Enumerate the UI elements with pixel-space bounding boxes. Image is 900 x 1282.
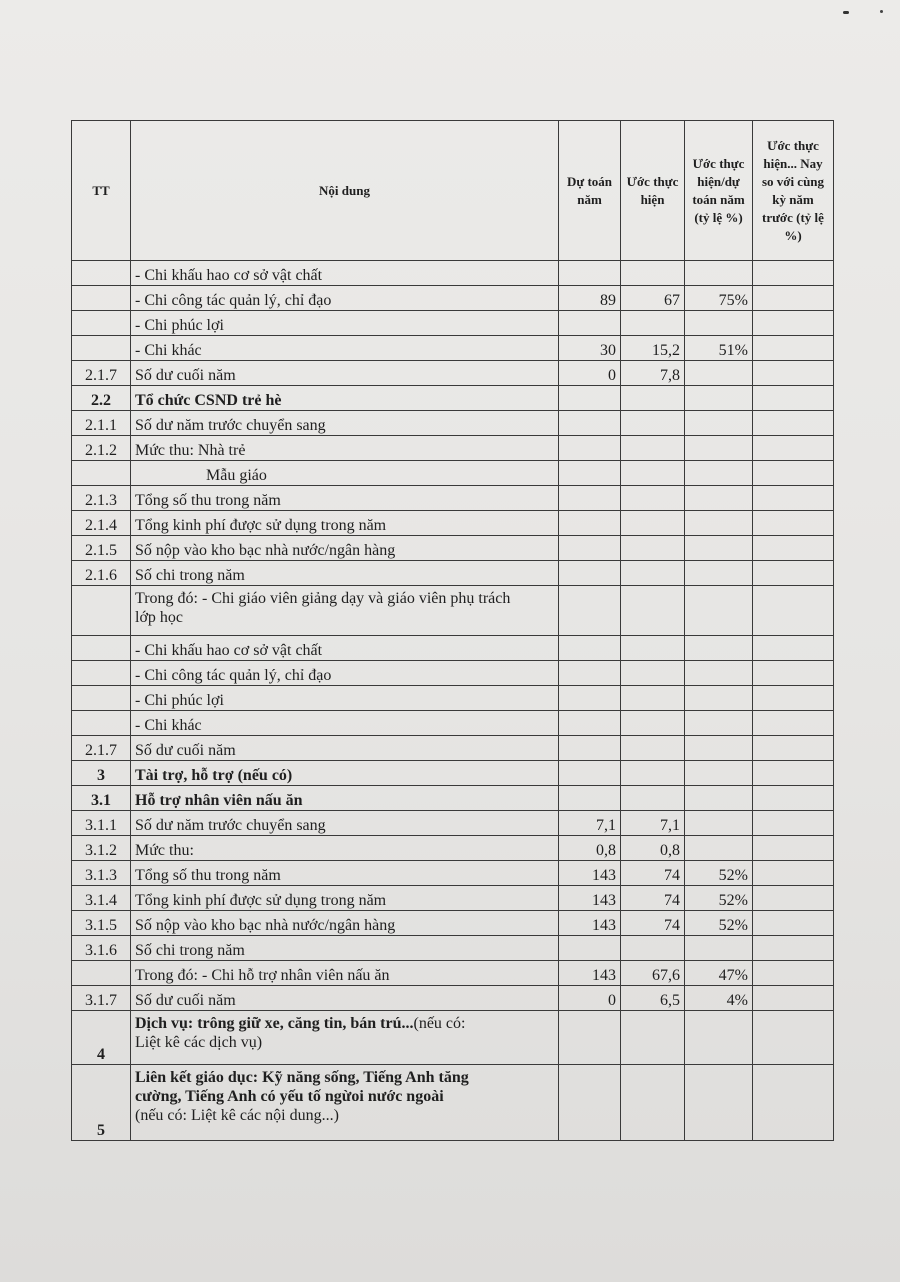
row-estimate	[621, 686, 685, 711]
row-ratio-budget	[685, 361, 753, 386]
row-ratio-prev	[753, 711, 834, 736]
scan-speck	[843, 11, 849, 14]
row-ratio-budget	[685, 261, 753, 286]
row-budget: 89	[559, 286, 621, 311]
row-ratio-prev	[753, 936, 834, 961]
row-ratio-prev	[753, 986, 834, 1011]
row-content	[131, 686, 559, 711]
row-content	[131, 361, 559, 386]
row-ratio-budget	[685, 561, 753, 586]
row-content	[131, 836, 559, 861]
row-budget	[559, 411, 621, 436]
row-content	[131, 486, 559, 511]
table-body	[72, 261, 834, 1141]
row-text: Mức thu: Nhà trẻ	[135, 442, 246, 459]
row-text: Số dư năm trước chuyển sang	[135, 817, 326, 834]
row-text: Tổ chức CSND trẻ hè	[135, 392, 282, 409]
row-estimate	[621, 461, 685, 486]
table-row	[72, 486, 834, 511]
row-tt: 3	[72, 761, 131, 786]
row-budget	[559, 461, 621, 486]
row-ratio-prev	[753, 336, 834, 361]
row-text: Mẫu giáo	[206, 467, 267, 484]
row-budget	[559, 686, 621, 711]
row-title: Dịch vụ: trông giữ xe, căng tin, bán trú...	[135, 1015, 414, 1032]
row-tt: 3.1.6	[72, 936, 131, 961]
row-tt: 2.1.5	[72, 536, 131, 561]
table-row	[72, 411, 834, 436]
table-row	[72, 461, 834, 486]
scan-speck	[880, 10, 883, 13]
row-budget: 30	[559, 336, 621, 361]
table-row	[72, 761, 834, 786]
row-content	[131, 636, 559, 661]
row-budget	[559, 261, 621, 286]
row-estimate: 74	[621, 911, 685, 936]
row-estimate	[621, 661, 685, 686]
row-content	[131, 736, 559, 761]
row-budget: 0	[559, 361, 621, 386]
row-budget	[559, 636, 621, 661]
row-ratio-prev	[753, 811, 834, 836]
row-budget	[559, 386, 621, 411]
row-ratio-budget: 52%	[685, 861, 753, 886]
table-row	[72, 561, 834, 586]
row-estimate	[621, 536, 685, 561]
table-row	[72, 1065, 834, 1141]
row-tt: 2.1.2	[72, 436, 131, 461]
row-budget	[559, 486, 621, 511]
row-content	[131, 711, 559, 736]
table-row	[72, 786, 834, 811]
row-tt: 3.1.2	[72, 836, 131, 861]
row-tt: 2.1.6	[72, 561, 131, 586]
row-estimate	[621, 386, 685, 411]
row-content	[131, 511, 559, 536]
row-estimate: 15,2	[621, 336, 685, 361]
row-estimate	[621, 936, 685, 961]
row-text: - Chi khác	[135, 342, 202, 359]
table-header-row	[72, 121, 834, 261]
row-text: Trong đó: - Chi hỗ trợ nhân viên nấu ăn	[135, 967, 390, 984]
row-ratio-budget	[685, 811, 753, 836]
row-ratio-prev	[753, 561, 834, 586]
row-ratio-budget: 75%	[685, 286, 753, 311]
row-budget: 7,1	[559, 811, 621, 836]
row-tt: 2.1.7	[72, 736, 131, 761]
row-ratio-prev	[753, 486, 834, 511]
row-ratio-prev	[753, 436, 834, 461]
table-row	[72, 511, 834, 536]
row-budget	[559, 1065, 621, 1141]
row-budget	[559, 586, 621, 636]
row-ratio-prev	[753, 661, 834, 686]
row-estimate	[621, 436, 685, 461]
row-ratio-prev	[753, 286, 834, 311]
table-row	[72, 336, 834, 361]
row-ratio-prev	[753, 461, 834, 486]
row-tt: 3.1	[72, 786, 131, 811]
row-content	[131, 861, 559, 886]
row-ratio-budget	[685, 461, 753, 486]
table-row	[72, 911, 834, 936]
row-tt: 3.1.4	[72, 886, 131, 911]
row-budget: 0,8	[559, 836, 621, 861]
row-content	[131, 336, 559, 361]
header-tt: TT	[72, 121, 131, 261]
row-budget	[559, 736, 621, 761]
row-ratio-prev	[753, 636, 834, 661]
row-ratio-budget	[685, 386, 753, 411]
row-ratio-prev	[753, 386, 834, 411]
header-content: Nội dung	[131, 121, 559, 261]
row-content	[131, 586, 559, 636]
row-ratio-prev	[753, 261, 834, 286]
row-ratio-prev	[753, 686, 834, 711]
row-text: - Chi khấu hao cơ sở vật chất	[135, 642, 323, 659]
header-ratio-prev: Ước thực hiện... Nay so với cùng kỳ năm trước (tỷ lệ %)	[753, 121, 834, 261]
row-text: Số dư năm trước chuyển sang	[135, 417, 326, 434]
row-text: Số nộp vào kho bạc nhà nước/ngân hàng	[135, 542, 396, 559]
header-estimate: Ước thực hiện	[621, 121, 685, 261]
row-content	[131, 286, 559, 311]
row-ratio-prev	[753, 736, 834, 761]
row-estimate	[621, 786, 685, 811]
row-content	[131, 1065, 559, 1141]
row-budget	[559, 561, 621, 586]
row-text: Tổng số thu trong năm	[135, 867, 281, 884]
row-ratio-budget	[685, 411, 753, 436]
row-ratio-budget: 4%	[685, 986, 753, 1011]
row-ratio-prev	[753, 761, 834, 786]
table-row	[72, 986, 834, 1011]
row-estimate	[621, 586, 685, 636]
row-text: - Chi khác	[135, 717, 202, 734]
row-budget	[559, 936, 621, 961]
row-text: (nếu có: Liệt kê các dịch vụ)	[135, 1015, 466, 1051]
row-text: (nếu có: Liệt kê các nội dung...)	[135, 1107, 339, 1124]
row-ratio-prev	[753, 311, 834, 336]
table-row	[72, 861, 834, 886]
row-ratio-budget	[685, 661, 753, 686]
table-row	[72, 536, 834, 561]
row-ratio-budget	[685, 761, 753, 786]
row-content	[131, 386, 559, 411]
row-estimate: 74	[621, 886, 685, 911]
row-ratio-prev	[753, 536, 834, 561]
row-text: Số dư cuối năm	[135, 992, 236, 1009]
row-ratio-budget	[685, 486, 753, 511]
row-estimate	[621, 761, 685, 786]
table-row	[72, 286, 834, 311]
row-ratio-budget	[685, 786, 753, 811]
row-tt	[72, 461, 131, 486]
row-estimate: 0,8	[621, 836, 685, 861]
row-text: - Chi khấu hao cơ sở vật chất	[135, 267, 323, 284]
row-text: Trong đó: - Chi giáo viên giảng dạy và giáo viên phụ trách lớp học	[135, 590, 511, 626]
row-budget: 0	[559, 986, 621, 1011]
row-content	[131, 661, 559, 686]
row-ratio-prev	[753, 1065, 834, 1141]
row-content	[131, 561, 559, 586]
row-content	[131, 461, 559, 486]
row-budget	[559, 786, 621, 811]
row-text: - Chi công tác quản lý, chỉ đạo	[135, 667, 332, 684]
row-estimate: 7,1	[621, 811, 685, 836]
table-row	[72, 636, 834, 661]
table-row	[72, 811, 834, 836]
row-budget	[559, 311, 621, 336]
row-text: Mức thu:	[135, 842, 194, 859]
table-row	[72, 361, 834, 386]
row-ratio-prev	[753, 511, 834, 536]
row-text: Hỗ trợ nhân viên nấu ăn	[135, 792, 303, 809]
row-tt	[72, 336, 131, 361]
row-text: - Chi phúc lợi	[135, 317, 224, 334]
row-budget	[559, 511, 621, 536]
table-row	[72, 1011, 834, 1065]
row-content	[131, 261, 559, 286]
row-text: Tổng kinh phí được sử dụng trong năm	[135, 517, 387, 534]
row-text: Số nộp vào kho bạc nhà nước/ngân hàng	[135, 917, 396, 934]
row-estimate: 67	[621, 286, 685, 311]
table-row	[72, 936, 834, 961]
row-text: - Chi công tác quản lý, chỉ đạo	[135, 292, 332, 309]
row-ratio-budget	[685, 436, 753, 461]
row-ratio-prev	[753, 961, 834, 986]
row-ratio-prev	[753, 861, 834, 886]
row-budget	[559, 436, 621, 461]
row-budget	[559, 536, 621, 561]
row-ratio-budget	[685, 736, 753, 761]
row-tt: 3.1.7	[72, 986, 131, 1011]
table-row	[72, 661, 834, 686]
row-budget: 143	[559, 961, 621, 986]
row-estimate	[621, 311, 685, 336]
row-ratio-budget: 47%	[685, 961, 753, 986]
row-estimate	[621, 1011, 685, 1065]
row-tt	[72, 286, 131, 311]
row-tt: 3.1.5	[72, 911, 131, 936]
row-estimate: 6,5	[621, 986, 685, 1011]
row-ratio-prev	[753, 411, 834, 436]
table-row	[72, 586, 834, 636]
row-ratio-budget: 52%	[685, 886, 753, 911]
row-text: Số dư cuối năm	[135, 367, 236, 384]
row-estimate	[621, 486, 685, 511]
table-row	[72, 386, 834, 411]
row-content	[131, 786, 559, 811]
row-ratio-budget	[685, 1065, 753, 1141]
table-row	[72, 886, 834, 911]
row-ratio-budget	[685, 1011, 753, 1065]
row-content	[131, 911, 559, 936]
row-estimate	[621, 561, 685, 586]
row-ratio-budget	[685, 511, 753, 536]
row-content	[131, 536, 559, 561]
row-tt: 2.2	[72, 386, 131, 411]
row-ratio-budget	[685, 936, 753, 961]
row-tt	[72, 661, 131, 686]
row-tt: 3.1.1	[72, 811, 131, 836]
row-ratio-budget	[685, 586, 753, 636]
row-tt	[72, 311, 131, 336]
row-tt	[72, 961, 131, 986]
row-text: Số chi trong năm	[135, 942, 245, 959]
row-ratio-prev	[753, 886, 834, 911]
row-content	[131, 811, 559, 836]
row-budget: 143	[559, 861, 621, 886]
row-content	[131, 886, 559, 911]
table-row	[72, 961, 834, 986]
row-title: Liên kết giáo dục: Kỹ năng sống, Tiếng Anh tăng cường, Tiếng Anh có yếu tố ngừoi nước ngoài	[135, 1069, 469, 1105]
row-estimate: 74	[621, 861, 685, 886]
row-tt: 4	[72, 1011, 131, 1065]
table-row	[72, 711, 834, 736]
row-ratio-prev	[753, 911, 834, 936]
row-text: Tổng kinh phí được sử dụng trong năm	[135, 892, 387, 909]
row-ratio-prev	[753, 1011, 834, 1065]
row-ratio-prev	[753, 786, 834, 811]
row-estimate	[621, 736, 685, 761]
table-row	[72, 686, 834, 711]
row-text: Tổng số thu trong năm	[135, 492, 281, 509]
row-estimate	[621, 411, 685, 436]
row-content	[131, 411, 559, 436]
row-tt: 3.1.3	[72, 861, 131, 886]
table-row	[72, 311, 834, 336]
row-budget	[559, 711, 621, 736]
row-ratio-budget	[685, 311, 753, 336]
row-text: Tài trợ, hỗ trợ (nếu có)	[135, 767, 293, 784]
row-estimate: 67,6	[621, 961, 685, 986]
row-tt: 2.1.1	[72, 411, 131, 436]
row-ratio-budget	[685, 836, 753, 861]
row-estimate: 7,8	[621, 361, 685, 386]
row-tt	[72, 261, 131, 286]
row-ratio-prev	[753, 361, 834, 386]
table-row	[72, 836, 834, 861]
row-content	[131, 436, 559, 461]
row-ratio-budget: 52%	[685, 911, 753, 936]
table-row	[72, 261, 834, 286]
row-budget	[559, 661, 621, 686]
row-tt	[72, 686, 131, 711]
row-content	[131, 961, 559, 986]
table-row	[72, 736, 834, 761]
row-ratio-prev	[753, 836, 834, 861]
row-estimate	[621, 511, 685, 536]
row-content	[131, 311, 559, 336]
row-ratio-budget: 51%	[685, 336, 753, 361]
row-text: Số dư cuối năm	[135, 742, 236, 759]
row-content	[131, 936, 559, 961]
row-ratio-budget	[685, 686, 753, 711]
row-tt	[72, 636, 131, 661]
row-tt	[72, 586, 131, 636]
row-text: Số chi trong năm	[135, 567, 245, 584]
row-budget	[559, 1011, 621, 1065]
row-text: - Chi phúc lợi	[135, 692, 224, 709]
header-ratio-budget: Ước thực hiện/dự toán năm (tỷ lệ %)	[685, 121, 753, 261]
row-estimate	[621, 1065, 685, 1141]
header-budget: Dự toán năm	[559, 121, 621, 261]
row-budget: 143	[559, 886, 621, 911]
table-row	[72, 436, 834, 461]
row-ratio-budget	[685, 536, 753, 561]
row-estimate	[621, 711, 685, 736]
row-tt: 2.1.3	[72, 486, 131, 511]
row-estimate	[621, 261, 685, 286]
row-tt: 5	[72, 1065, 131, 1141]
row-ratio-prev	[753, 586, 834, 636]
row-tt: 2.1.7	[72, 361, 131, 386]
row-budget: 143	[559, 911, 621, 936]
row-budget	[559, 761, 621, 786]
row-content	[131, 1011, 559, 1065]
row-content	[131, 986, 559, 1011]
budget-table	[71, 120, 834, 1141]
row-tt: 2.1.4	[72, 511, 131, 536]
row-tt	[72, 711, 131, 736]
row-ratio-budget	[685, 711, 753, 736]
row-estimate	[621, 636, 685, 661]
row-ratio-budget	[685, 636, 753, 661]
row-content	[131, 761, 559, 786]
